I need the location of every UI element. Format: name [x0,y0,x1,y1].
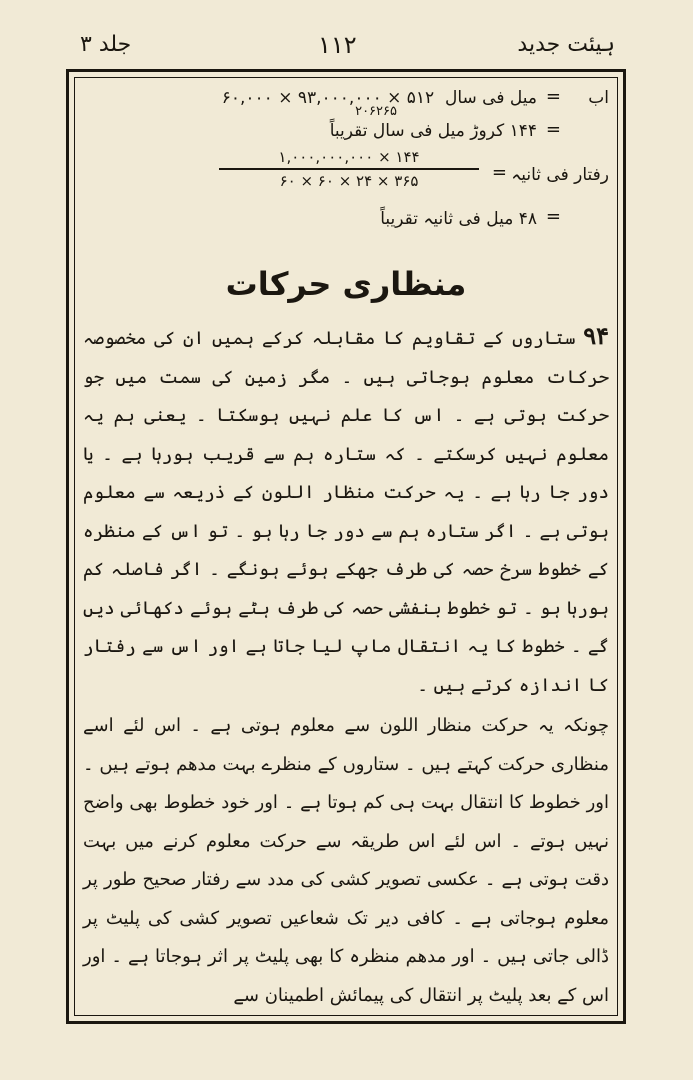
fraction [219,148,479,190]
paragraph-number: ۹۴ [583,321,609,350]
calc-row-4 [83,202,609,235]
paragraph-1 [83,317,609,705]
equals-sign: = [545,86,561,107]
paragraph-text: چونکہ یہ حرکت منظار اللون سے معلوم ہوتی ہے ۔ اس لئے اسے منظاری حرکت کہتے ہیں ۔ ستاروں کے منظرے بہت مدھم ہوتے ہیں ۔ اور خطوط کا انتقال بہت ہی کم ہوتا ہے ۔ اور خود خطوط بھی واضح نہیں ہوتے ۔ اس لئے اس طریقہ سے حرکت معلوم کرنے میں بہت دقت ہوتی ہے ۔ عکسی تصویر کشی کی مدد سے رفتار صحیح طور پر معلوم ہوجاتی ہے ۔ کافی دیر تک شعاعیں تصویر کشی کی پلیٹ پر ڈالی جاتی ہیں ۔ اور مدھم منظرہ کا بھی پلیٹ پر اثر ہوجاتا ہے ۔ اور اس کے بعد پلیٹ پر انتقال کی پیمائش اطمینان سے [83,715,609,1006]
section-heading: منظاری حرکات [225,265,467,303]
fraction-numerator: ۱۴۴ × ۱,۰۰۰,۰۰۰,۰۰۰ [219,148,479,170]
equals-sign: = [545,119,561,140]
book-title: ہیئت جدید [517,32,615,57]
page-content [83,82,609,1011]
volume-label: جلد ۳ [80,32,132,57]
calc-result: ۱۴۴ کروڑ میل فی سال تقریباً [329,121,537,141]
calc-result: ۴۸ میل فی ثانیہ تقریباً [380,209,537,229]
equals-sign: = [491,162,507,183]
calc-row-1 [83,82,609,119]
speed-per-second-label: رفتار فی ثانیہ [511,165,609,185]
page-border [66,69,626,1024]
calc-row-2 [83,115,609,148]
equals-sign: = [545,206,561,227]
calc-label-ab: اب [588,88,609,108]
calc-denominator: ۲۰۶۲۶۵ [355,104,397,119]
calc-unit: میل فی سال [445,88,537,108]
paragraph-text: ستاروں کے تقاویم کا مقابلہ کرکے ہمیں ان کی مخصوصہ حرکات معلوم ہوجاتی ہیں ۔ مگر زمین کی سمت میں جو حرکت ہوتی ہے ۔ اس کا علم نہیں ہوسکتا ۔ یعنی ہم یہ معلوم نہیں کرسکتے ۔ کہ ستارہ ہم سے قریب ہورہا ہے ۔ یا دور جا رہا ہے ۔ یہ حرکت منظار اللون کے ذریعہ سے معلوم ہوتی ہے ۔ اگر ستارہ ہم سے دور جا رہا ہو ۔ تو اس کے منظرہ کے خطوط سرخ حصہ کی طرف جھکے ہوئے ہونگے ۔ اگر فاصلہ کم ہورہا ہو ۔ تو خطوط بنفشی حصہ کی طرف ہٹے ہوئے دکھائی دیں گے ۔ خطوط کا یہ انتقال ماپ لیا جاتا ہے اور اس سے رفتار کا اندازہ کرتے ہیں ۔ [83,328,609,696]
calc-numerator: ۵۱۲ × ۹۳,۰۰۰,۰۰۰ × ۶۰,۰۰۰ [221,88,435,108]
page-number: ۱۱۲ [318,31,357,59]
page-header [0,30,693,70]
calc-row-3 [83,148,609,202]
fraction-denominator: ۳۶۵ × ۲۴ × ۶۰ × ۶۰ [279,172,419,190]
paragraph-2 [83,707,609,1015]
